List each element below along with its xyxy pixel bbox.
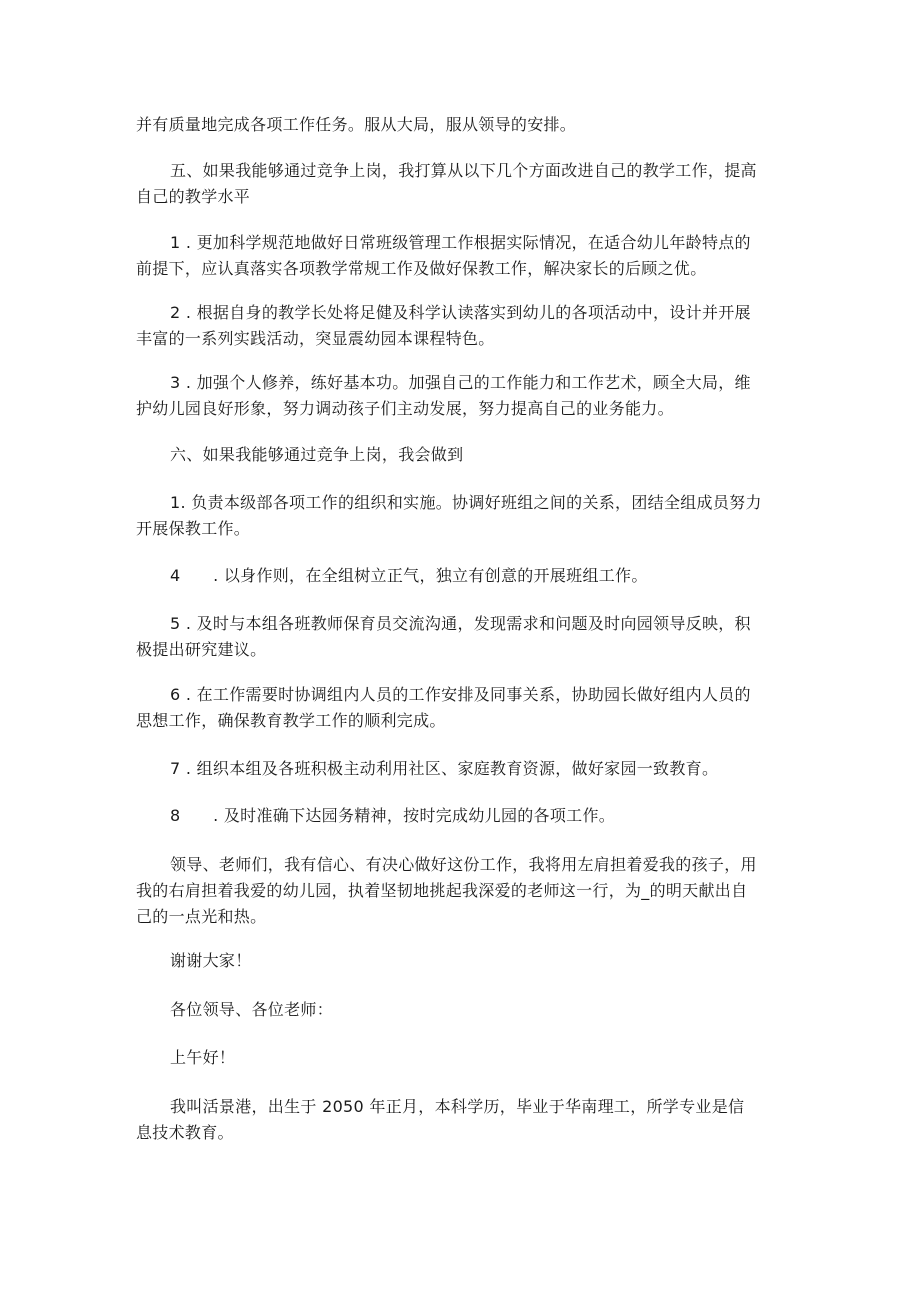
paragraph-line: 我的右肩担着我爱的幼儿园，执着坚韧地挑起我深爱的老师这一行，为_的明天献出自 [136, 881, 748, 900]
paragraph-line: 谢谢大家！ [170, 951, 252, 970]
paragraph [136, 1045, 786, 1071]
paragraph-line: 自己的教学水平 [136, 187, 251, 206]
paragraph [136, 112, 786, 138]
paragraph-line: 领导、老师们，我有信心、有决心做好这份工作，我将用左肩担着爱我的孩子，用 [170, 855, 757, 874]
paragraph [136, 370, 786, 422]
paragraph-line: 2 . 根据自身的教学长处将足健及科学认读落实到幼儿的各项活动中，设计并开展 [170, 303, 751, 322]
paragraph-line: 并有质量地完成各项工作任务。服从大局，服从领导的安排。 [136, 115, 577, 134]
paragraph [136, 611, 786, 663]
paragraph-line: 各位领导、各位老师： [170, 1000, 334, 1019]
paragraph [136, 1094, 786, 1146]
paragraph-line: 思想工作，确保教育教学工作的顺利完成。 [136, 711, 446, 730]
paragraph-line: 前提下，应认真落实各项教学常规工作及做好保教工作，解决家长的后顾之优。 [136, 259, 707, 278]
paragraph-line: 极提出研究建议。 [136, 640, 267, 659]
paragraph-line: 1 . 更加科学规范地做好日常班级管理工作根据实际情况，在适合幼儿年龄特点的 [170, 233, 751, 252]
paragraph [136, 756, 786, 782]
paragraph [136, 997, 786, 1023]
paragraph-line: 五、如果我能够通过竞争上岗，我打算从以下几个方面改进自己的教学工作，提高 [170, 161, 757, 180]
paragraph-line: 4 . 以身作则，在全组树立正气，独立有创意的开展班组工作。 [170, 566, 648, 585]
paragraph-line: 开展保教工作。 [136, 519, 251, 538]
paragraph-line: 护幼儿园良好形象，努力调动孩子们主动发展，努力提高自己的业务能力。 [136, 399, 674, 418]
paragraph [136, 563, 786, 589]
paragraph [136, 948, 786, 974]
paragraph-line: 3 . 加强个人修养，练好基本功。加强自己的工作能力和工作艺术，顾全大局，维 [170, 373, 751, 392]
paragraph [136, 230, 786, 282]
paragraph [136, 852, 786, 930]
paragraph [136, 158, 786, 210]
paragraph-line: 8 . 及时准确下达园务精神，按时完成幼儿园的各项工作。 [170, 806, 616, 825]
paragraph-line: 息技术教育。 [136, 1123, 234, 1142]
paragraph [136, 442, 786, 468]
paragraph-line: 7 . 组织本组及各班积极主动利用社区、家庭教育资源，做好家园一致教育。 [170, 759, 719, 778]
paragraph [136, 300, 786, 352]
paragraph-line: 5 . 及时与本组各班教师保育员交流沟通，发现需求和问题及时向园领导反映，积 [170, 614, 751, 633]
paragraph-line: 六、如果我能够通过竞争上岗，我会做到 [170, 445, 464, 464]
paragraph-line: 己的一点光和热。 [136, 907, 267, 926]
paragraph-line: 丰富的一系列实践活动，突显震幼园本课程特色。 [136, 329, 495, 348]
paragraph-line: 上午好！ [170, 1048, 236, 1067]
paragraph-line: 1. 负责本级部各项工作的组织和实施。协调好班组之间的关系，团结全组成员努力 [170, 493, 762, 512]
paragraph [136, 490, 786, 542]
paragraph [136, 682, 786, 734]
paragraph-line: 6 . 在工作需要时协调组内人员的工作安排及同事关系，协助园长做好组内人员的 [170, 685, 751, 704]
paragraph-line: 我叫活景港，出生于 2050 年正月，本科学历，毕业于华南理工，所学专业是信 [170, 1097, 745, 1116]
paragraph [136, 803, 786, 829]
